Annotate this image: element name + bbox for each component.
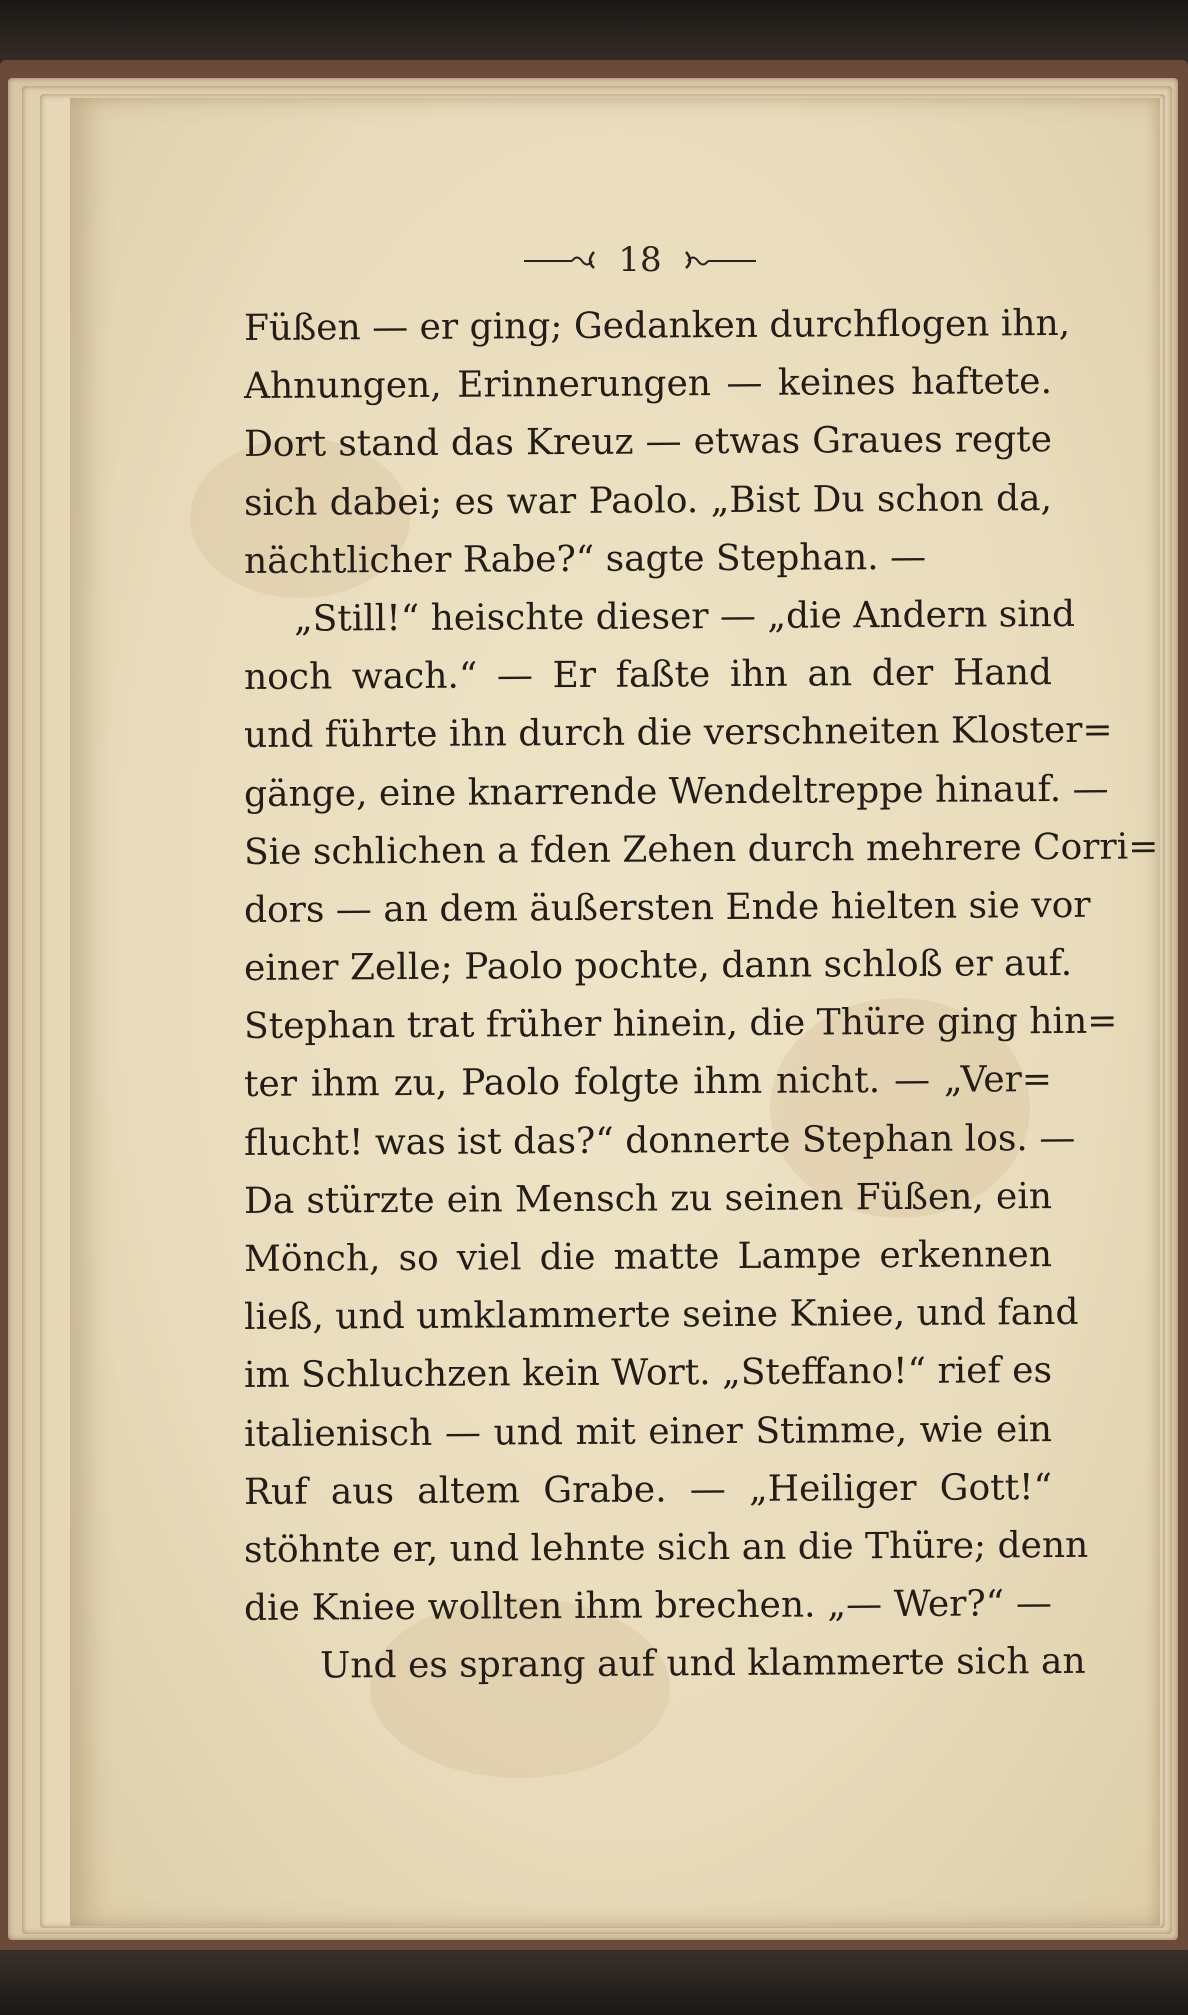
text-line: Mönch, so viel die matte Lampe erkennen [243,1234,1053,1280]
text-line: flucht! was ist das?“ donnerte Stephan los. — [243,1117,1076,1164]
text-line: Dort stand das Kreuz — etwas Graues regte [243,419,1053,466]
text-line: Und es sprang auf und klammerte sich an [319,1641,1086,1687]
page-number: 18 [618,240,662,280]
scan-background-bottom [0,1950,1188,2015]
text-line: italienisch — und mit einer Stimme, wie ein [243,1408,1053,1455]
text-line: noch wach.“ — Er faßte ihn an der Hand [243,652,1053,699]
text-line: Da stürzte ein Mensch zu seinen Füßen, ein [243,1175,1053,1222]
text-line: „Still!“ heischte dieser — „die Andern sind [293,593,1076,640]
text-line: dors — an dem äußersten Ende hielten sie vor [243,884,1091,931]
text-line: Stephan trat früher hinein, die Thüre ging hin= [243,1000,1118,1048]
text-line: ließ, und umklammerte seine Kniee, und fand [243,1292,1079,1339]
text-line: im Schluchzen kein Wort. „Steffano!“ rief es [243,1350,1053,1397]
text-line: stöhnte er, und lehnte sich an die Thüre; denn [243,1524,1089,1571]
text-line: und führte ihn durch die verschneiten Kloster= [243,710,1113,757]
text-line: nächtlicher Rabe?“ sagte Stephan. — [243,536,927,582]
text-line: gänge, eine knarrende Wendeltreppe hinauf. — [243,768,1109,815]
text-line: Füßen — er ging; Gedanken durchflogen ihn, [243,302,1071,349]
left-ornament-icon [524,250,602,270]
text-line: Sie schlichen a fden Zehen durch mehrere Corri= [243,826,1159,873]
text-line: Ruf aus altem Grabe. — „Heiliger Gott!“ [243,1466,1053,1513]
running-header [470,235,810,285]
text-line: ter ihm zu, Paolo folgte ihm nicht. — „Ver= [243,1059,1053,1106]
right-ornament-icon [678,250,756,270]
text-line: sich dabei; es war Paolo. „Bist Du schon da, [243,477,1053,524]
text-line: Ahnungen, Erinnerungen — keines haftete. [243,361,1053,408]
page-body-text [243,300,1159,1697]
text-line: die Kniee wollten ihm brechen. „— Wer?“ — [243,1583,1053,1630]
text-line: einer Zelle; Paolo pochte, dann schloß er auf. [243,943,1073,990]
